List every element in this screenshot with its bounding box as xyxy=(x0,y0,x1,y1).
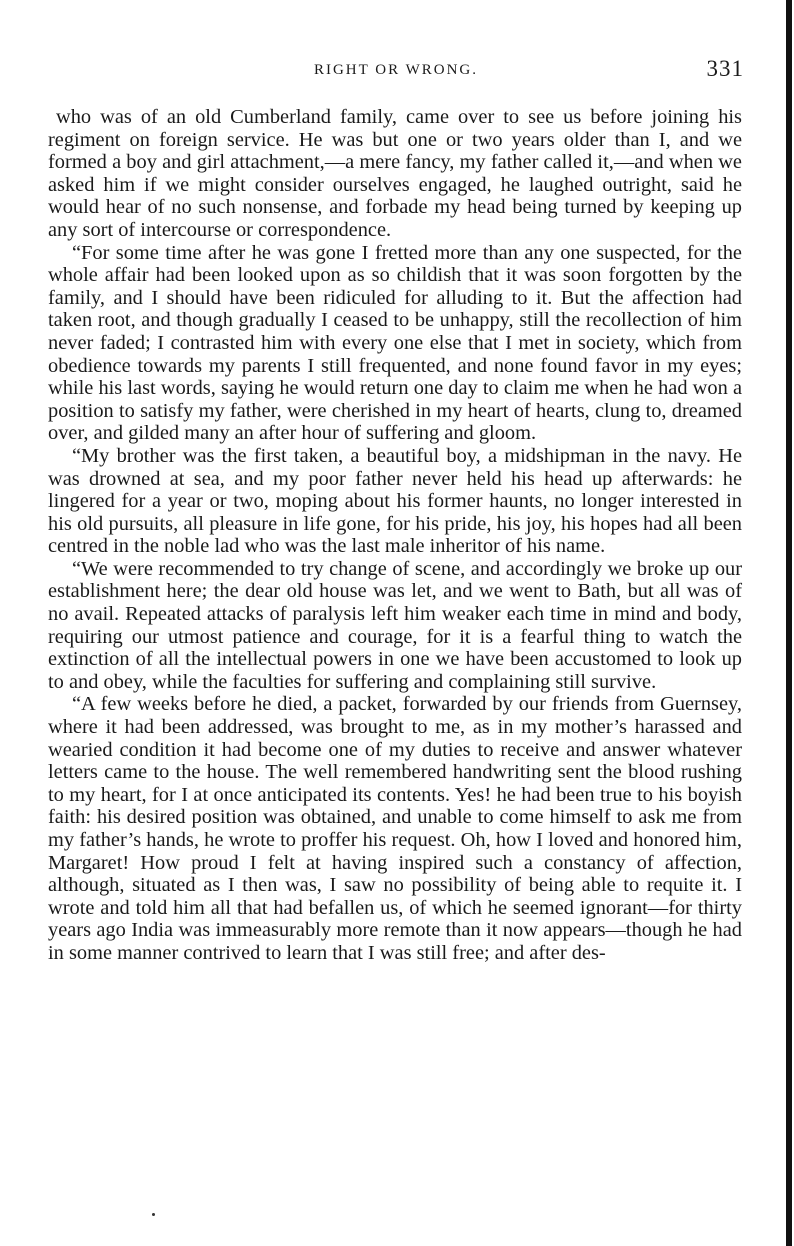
running-head xyxy=(48,56,744,88)
paragraph-continuation: who was of an old Cumberland family, came over to see us before joining his regiment on foreign service. He was but one or two years older than I, and we formed a boy and girl attachment,—a mere fancy, my father called it,—and when we asked him if we might consider ourselves engaged, he laughed outright, said he would hear of no such nonsense, and forbade my head being turned by keeping up any sort of intercourse or correspondence. xyxy=(48,106,742,241)
page-number: 331 xyxy=(706,56,744,81)
running-title: RIGHT OR WRONG. xyxy=(313,62,479,78)
paragraph: “We were recommended to try change of scene, and accordingly we broke up our establishment here; the dear old house was let, and we went to Bath, but all was of no avail. Repeated attacks of paralysis left him weaker each time in mind and body, requiring our utmost patience and courage, for it is a fearful thing to watch the extinction of all the intellectual powers in one we have been accustomed to look up to and obey, while the faculties for suffering and complaining still survive. xyxy=(48,557,742,693)
paragraph: “For some time after he was gone I fretted more than any one suspected, for the whole affair had been looked upon as so childish that it was soon forgotten by the family, and I should have been ridiculed for alluding to it. But the affection had taken root, and though gradually I ceased to be unhappy, still the recollection of him never faded; I contrasted him with every one else that I met in society, which from obedience towards my parents I still frequented, and none found favor in my eyes; while his last words, saying he would return one day to claim me when he had won a position to satisfy my father, were cherished in my heart of hearts, clung to, dreamed over, and gilded many an after hour of suffering and gloom. xyxy=(48,241,742,445)
paragraph: “My brother was the first taken, a beautiful boy, a midshipman in the navy. He was drowned at sea, and my poor father never held his head up afterwards: he lingered for a year or two, moping about his former haunts, no longer interested in his old pursuits, all pleasure in life gone, for his pride, his joy, his hopes had all been centred in the noble lad who was the last male inheritor of his name. xyxy=(48,444,742,558)
paragraph: “A few weeks before he died, a packet, forwarded by our friends from Guernsey, where it had been addressed, was brought to me, as in my mother’s harassed and wearied condition it had become one of my duties to receive and answer whatever letters came to the house. The well remembered handwriting sent the blood rushing to my heart, for I at once anticipated its contents. Yes! he had been true to his boyish faith: his desired position was obtained, and unable to come himself to ask me from my father’s hands, he wrote to proffer his request. Oh, how I loved and honored him, Margaret! How proud I felt at having inspired such a constancy of affection, although, situated as I then was, I saw no possibility of being able to requite it. I wrote and told him all that had befallen us, of which he seemed ignorant—for thirty years ago India was immeasurably more remote than it now appears—though he had in some manner contrived to learn that I was still free; and after des- xyxy=(48,693,742,964)
print-speck xyxy=(152,1213,155,1216)
page-edge-rule xyxy=(786,0,792,1246)
body-text xyxy=(48,106,742,965)
